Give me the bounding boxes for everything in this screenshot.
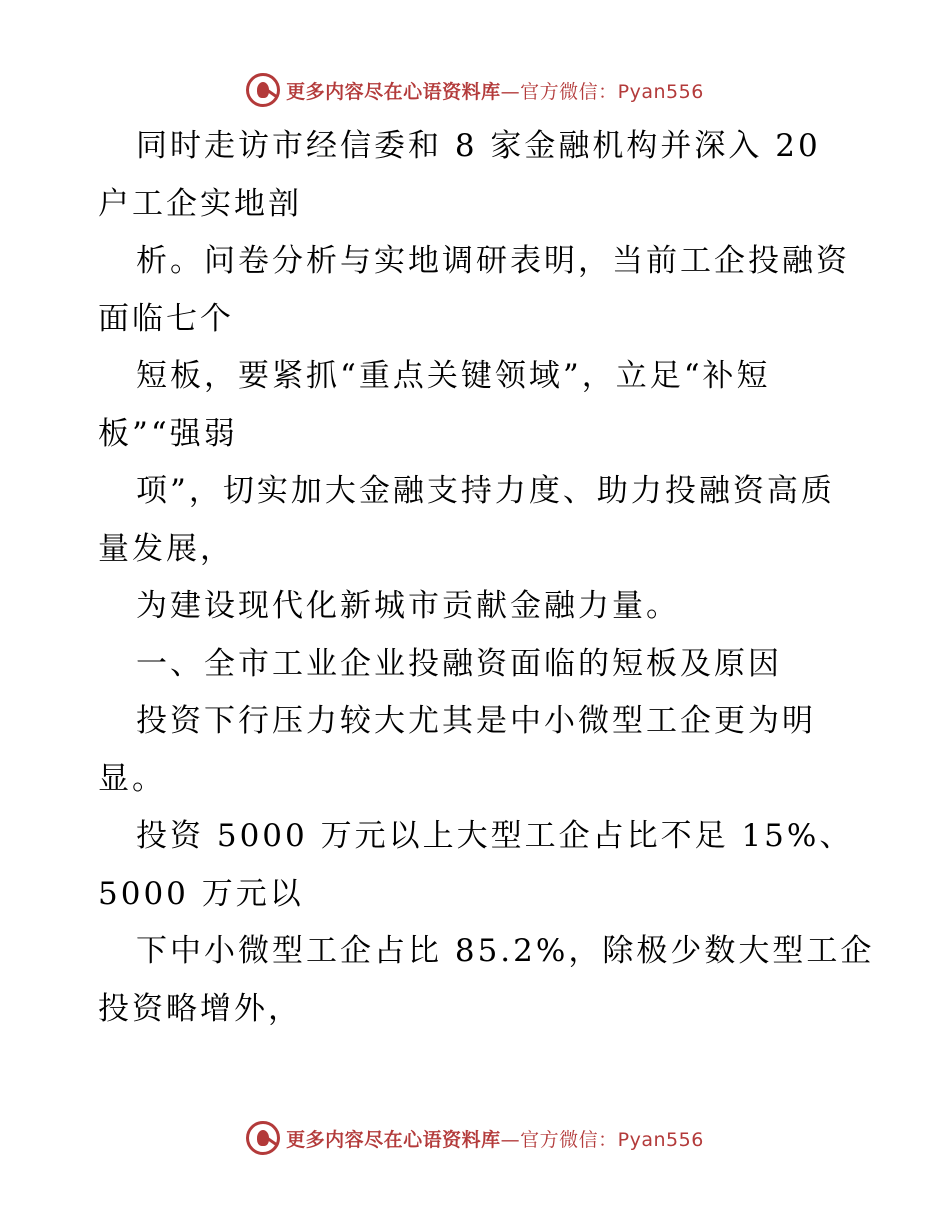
text-line: 投资下行压力较大尤其是中小微型工企更为明 xyxy=(136,703,816,739)
header-banner xyxy=(0,70,950,110)
text-line: 投资 5000 万元以上大型工企占比不足 15%、 xyxy=(136,818,854,854)
document-body xyxy=(98,118,875,1038)
text-line: 面临七个 xyxy=(98,300,234,337)
banner-text xyxy=(286,1125,704,1152)
text-line: 板”“强弱 xyxy=(98,415,238,452)
text-line: 下中小微型工企占比 85.2%，除极少数大型工企 xyxy=(136,933,875,969)
banner-dash: — xyxy=(500,80,521,103)
banner-title: 更多内容尽在心语资料库 xyxy=(286,1128,501,1151)
text-line: 户工企实地剖 xyxy=(98,185,302,222)
text-line: 为建设现代化新城市贡献金融力量。 xyxy=(136,588,680,624)
logo-icon xyxy=(246,73,280,107)
footer-banner xyxy=(0,1118,950,1158)
text-line: 量发展， xyxy=(98,530,234,567)
banner-dash: — xyxy=(500,1128,521,1151)
text-line: 显。 xyxy=(98,760,166,797)
text-line: 析。问卷分析与实地调研表明，当前工企投融资 xyxy=(136,243,850,279)
banner-wechat: 官方微信：Pyan556 xyxy=(520,80,704,103)
text-line: 投资略增外， xyxy=(98,990,302,1027)
text-line: 项”，切实加大金融支持力度、助力投融资高质 xyxy=(136,473,835,509)
text-line: 同时走访市经信委和 8 家金融机构并深入 20 xyxy=(136,128,821,164)
section-heading: 一、全市工业企业投融资面临的短板及原因 xyxy=(136,645,782,682)
text-line: 短板，要紧抓“重点关键领域”，立足“补短 xyxy=(136,358,771,394)
banner-text xyxy=(286,77,704,104)
text-line: 5000 万元以 xyxy=(98,875,304,912)
logo-icon xyxy=(246,1121,280,1155)
banner-title: 更多内容尽在心语资料库 xyxy=(286,80,501,103)
banner-wechat: 官方微信：Pyan556 xyxy=(520,1128,704,1151)
